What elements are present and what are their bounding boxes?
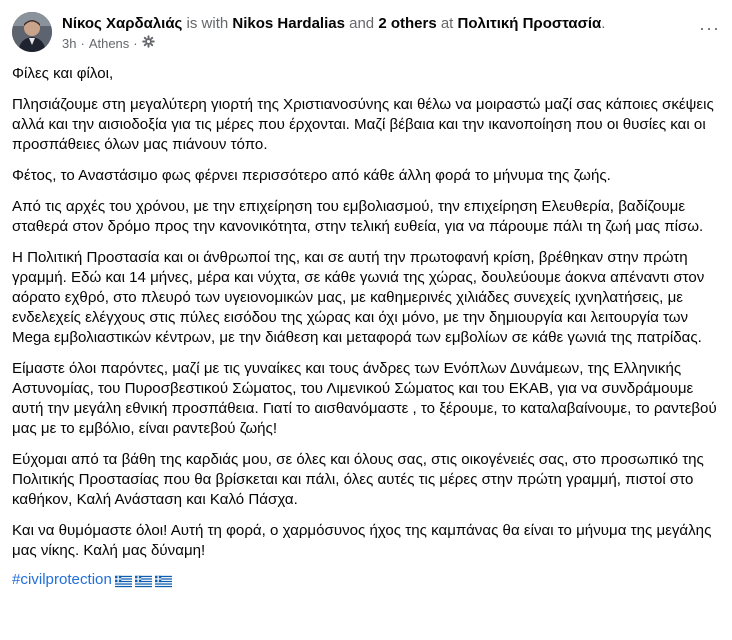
post-title-line — [62, 14, 690, 34]
globe-gear-icon[interactable] — [142, 35, 155, 53]
title-period: . — [601, 15, 606, 32]
post-body — [12, 64, 724, 590]
tagged-others-link[interactable]: 2 others — [378, 15, 437, 32]
paragraph: Φέτος, το Αναστάσιμο φως φέρνει περισσότερο από κάθε άλλη φορά το μήνυμα της ζωής. — [12, 167, 611, 184]
post-location[interactable]: Athens — [88, 36, 130, 51]
paragraph-greeting: Φίλες και φίλοι, — [12, 65, 114, 82]
and-text: and — [344, 15, 379, 32]
paragraph: Από τις αρχές του χρόνου, με την επιχείρηση του εμβολιασμού, την επιχείρηση Ελευθερία, βαδίζουμε σταθερά στον δρόμο προς την κανονικότητα, στην τελική ευθεία, για να πάρουμε πάλι τη ζωή μας πίσω. — [12, 198, 704, 235]
place-link[interactable]: Πολιτική Προστασία — [457, 15, 602, 32]
paragraph: Εύχομαι από τα βάθη της καρδιάς μου, σε όλες και όλους σας, στις οικογένειές σας, στο προσωπικό της Πολιτικής Προστασίας που θα βρίσκεται και πάλι, όλες αυτές τις μέρες στην πρώτη γραμμή, πιστοί στο καθήκον, Καλή Ανάσταση και Καλό Πάσχα. — [12, 451, 704, 508]
with-text: is with — [182, 15, 233, 32]
paragraph: Και να θυμόμαστε όλοι! Αυτή τη φορά, ο χαρμόσυνος ήχος της καμπάνας θα είναι το μήνυμα της μεγάλης μας νίκης. Καλή μας δύναμη! — [12, 522, 712, 559]
hashtag-link[interactable]: #civilprotection — [12, 571, 112, 588]
paragraph: Πλησιάζουμε στη μεγαλύτερη γιορτή της Χριστιανοσύνης και θέλω να μοιραστώ μαζί σας κάποιες σκέψεις αλλά και την αισιοδοξία για τις μέρες που έρχονται. Μαζί βέβαια και την ικανοποίηση που οι θυσίες και οι προσπάθειες όλων μας πιάνουν τόπο. — [12, 96, 714, 153]
author-name[interactable]: Νίκος Χαρδαλιάς — [62, 15, 183, 32]
paragraph: Είμαστε όλοι παρόντες, μαζί με τις γυναίκες και τους άνδρες των Ενόπλων Δυνάμεων, της Ελληνικής Αστυνομίας, του Πυροσβεστικού Σώματος, του Λιμενικού Σώματος και του ΕΚΑΒ, για να συνδράμουμε αυτή την μεγάλη εθνική προσπάθεια. Γιατί το αισθανόμαστε , το ξέρουμε, το καταλαβαίνουμε, το ραντεβού μας με το εμβόλιο, είναι ραντεβού ζωής! — [12, 360, 717, 437]
greek-flag-icon — [115, 574, 132, 587]
tagged-person[interactable]: Nikos Hardalias — [232, 15, 345, 32]
author-avatar[interactable] — [12, 12, 52, 52]
at-text: at — [436, 15, 458, 32]
hashtag-line — [12, 570, 724, 590]
post-header — [12, 8, 720, 56]
paragraph: Η Πολιτική Προστασία και οι άνθρωποί της, και σε αυτή την πρωτοφανή κρίση, βρέθηκαν στην πρώτη γραμμή. Εδώ και 14 μήνες, μέρα και νύχτα, σε κάθε γωνιά της χώρας, δουλεύουμε άοκνα απέναντι στον αόρατο εχθρό, στο πλευρό των υγειονομικών μας, με καθημερινές χιλιάδες συνεχείς ιχνηλατήσεις, με ενδελεχείς ελέγχους στις πύλες εισόδου της χώρας και όχι μόνο, με την δημιουργία και λειτουργία των Mega εμβολιαστικών κέντρων, με την διάθεση και μεταφορά των εμβολίων σε κάθε γωνιά της πατρίδας. — [12, 249, 705, 346]
meta-dot: · — [80, 36, 85, 51]
meta-dot-2: · — [133, 36, 138, 51]
post-meta — [62, 35, 690, 53]
more-options-icon[interactable]: ··· — [699, 18, 720, 38]
avatar-image — [12, 12, 52, 52]
greek-flag-icon — [135, 574, 152, 587]
greek-flag-icon — [155, 574, 172, 587]
post-time[interactable]: 3h — [62, 36, 77, 51]
